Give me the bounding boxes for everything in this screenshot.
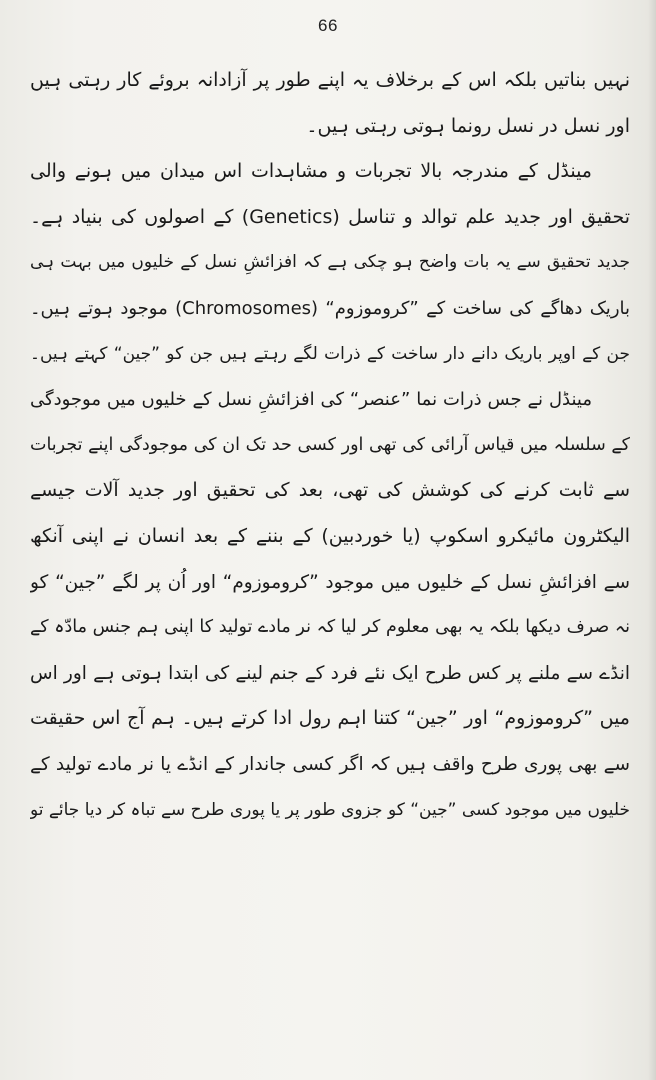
text-line-14: انڈے سے ملنے پر کس طرح ایک نئے فرد کے جنم لینے کی ابتدا ہوتی ہے اور اس [30,662,630,684]
page-number: 66 [318,16,338,35]
text-line-8: مینڈل نے جس ذرات نما ”عنصر“ کی افزائشِ نسل کے خلیوں میں موجودگی [30,389,592,411]
text-line-1: نہیں بناتیں بلکہ اس کے برخلاف یہ اپنے طور پر آزادانہ بروئے کار رہتی ہیں [30,69,630,91]
text-line-9: کے سلسلہ میں قیاس آرائی کی تھی اور کسی حد تک ان کی موجودگی اپنے تجربات [30,434,630,455]
text-line-2: اور نسل در نسل رونما ہوتی رہتی ہیں۔ [306,114,630,137]
text-line-3: مینڈل کے مندرجہ بالا تجربات و مشاہدات اس میدان میں ہونے والی [30,160,592,183]
body-text [30,58,630,833]
text-line-7: جن کے اوپر باریک دانے دار ساخت کے ذرات لگے رہتے ہیں جن کو ”جین“ کہتے ہیں۔ [30,343,630,364]
page-edge-shadow [648,0,656,1080]
text-line-5: جدید تحقیق سے یہ بات واضح ہو چکی ہے کہ افزائشِ نسل کے خلیوں میں بہت ہی [30,252,630,273]
text-line-11: الیکٹرون مائیکرو اسکوپ (یا خوردبین) کے بننے کے بعد انسان نے اپنی آنکھ [30,524,630,547]
text-line-16: سے بھی پوری طرح واقف ہیں کہ اگر کسی جاندار کے انڈے یا نر مادے تولید کے [30,753,630,775]
text-line-13: نہ صرف دیکھا بلکہ یہ بھی معلوم کر لیا کہ نر مادے تولید کا اپنی ہم جنس مادّہ کے [30,617,630,638]
text-line-4: تحقیق اور جدید علم توالد و تناسل (Genetics) کے اصولوں کی بنیاد ہے۔ [30,205,630,228]
text-line-12: سے افزائشِ نسل کے خلیوں میں موجود ”کروموزوم“ اور اُن پر لگے ”جین“ کو [30,571,630,593]
text-line-15: میں ”کروموزوم“ اور ”جین“ کتنا اہم رول ادا کرتے ہیں۔ ہم آج اس حقیقت [30,707,630,730]
text-line-10: سے ثابت کرنے کی کوشش کی تھی، بعد کی تحقیق اور جدید آلات جیسے [30,479,630,502]
text-line-6: باریک دھاگے کی ساخت کے ”کروموزوم“ (Chromosomes) موجود ہوتے ہیں۔ [30,297,630,319]
text-line-17: خلیوں میں موجود کسی ”جین“ کو جزوی طور پر یا پوری طرح سے تباہ کر دیا جائے تو [30,799,630,820]
